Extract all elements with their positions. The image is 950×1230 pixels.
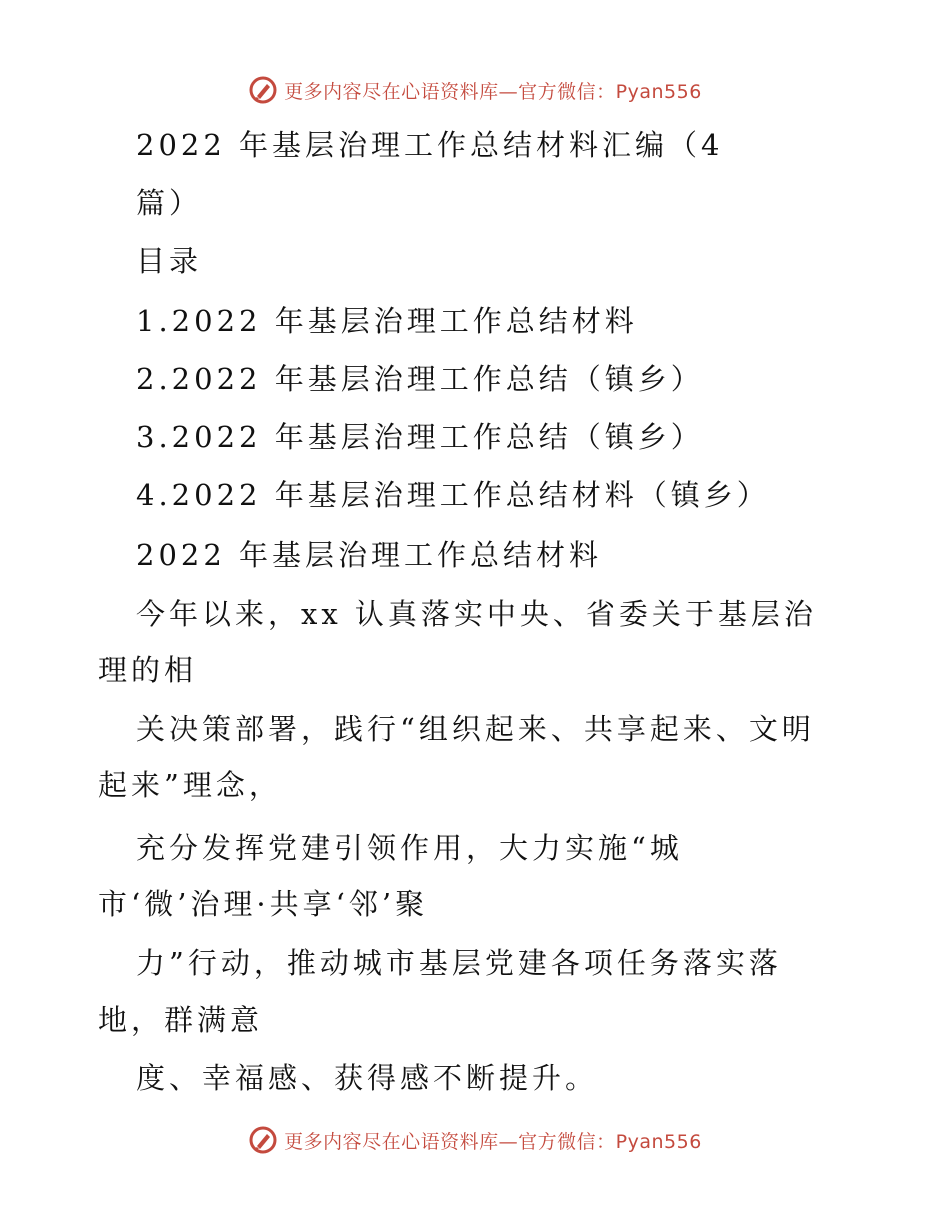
section-title: 2022 年基层治理工作总结材料 xyxy=(136,538,603,572)
toc-item-2: 2.2022 年基层治理工作总结（镇乡） xyxy=(136,362,704,396)
document-title-line-2: 篇） xyxy=(136,186,203,220)
banner-library-text: 更多内容尽在心语资料库 xyxy=(284,80,499,103)
toc-item-1: 1.2022 年基层治理工作总结材料 xyxy=(136,304,638,338)
body-line-3: 关决策部署，践行“组织起来、共享起来、文明 xyxy=(136,712,815,746)
body-line-6: 市‘微’治理·共享‘邻’聚 xyxy=(98,887,429,921)
toc-item-4: 4.2022 年基层治理工作总结材料（镇乡） xyxy=(136,478,770,512)
pen-logo-icon xyxy=(248,75,278,105)
body-line-5: 充分发挥党建引领作用，大力实施“城 xyxy=(136,831,683,865)
banner-dash: — xyxy=(498,80,519,103)
footer-banner xyxy=(0,1120,950,1160)
banner-text xyxy=(284,77,702,104)
banner-text xyxy=(284,1127,702,1154)
banner-library-text: 更多内容尽在心语资料库 xyxy=(284,1130,499,1153)
body-line-2: 理的相 xyxy=(98,653,198,687)
banner-wechat-text: 官方微信：Pyan556 xyxy=(518,1130,702,1153)
body-line-7: 力”行动，推动城市基层党建各项任务落实落 xyxy=(136,946,782,980)
banner-wechat-text: 官方微信：Pyan556 xyxy=(518,80,702,103)
toc-item-3: 3.2022 年基层治理工作总结（镇乡） xyxy=(136,420,704,454)
header-banner xyxy=(0,70,950,110)
document-title-line-1: 2022 年基层治理工作总结材料汇编（4 xyxy=(136,128,724,162)
body-line-1: 今年以来，xx 认真落实中央、省委关于基层治 xyxy=(136,597,817,631)
toc-heading: 目录 xyxy=(136,244,203,278)
banner-dash: — xyxy=(498,1130,519,1153)
pen-logo-icon xyxy=(248,1125,278,1155)
body-line-9: 度、幸福感、获得感不断提升。 xyxy=(136,1061,599,1095)
body-line-8: 地，群满意 xyxy=(98,1003,264,1037)
body-line-4: 起来”理念， xyxy=(98,768,282,802)
